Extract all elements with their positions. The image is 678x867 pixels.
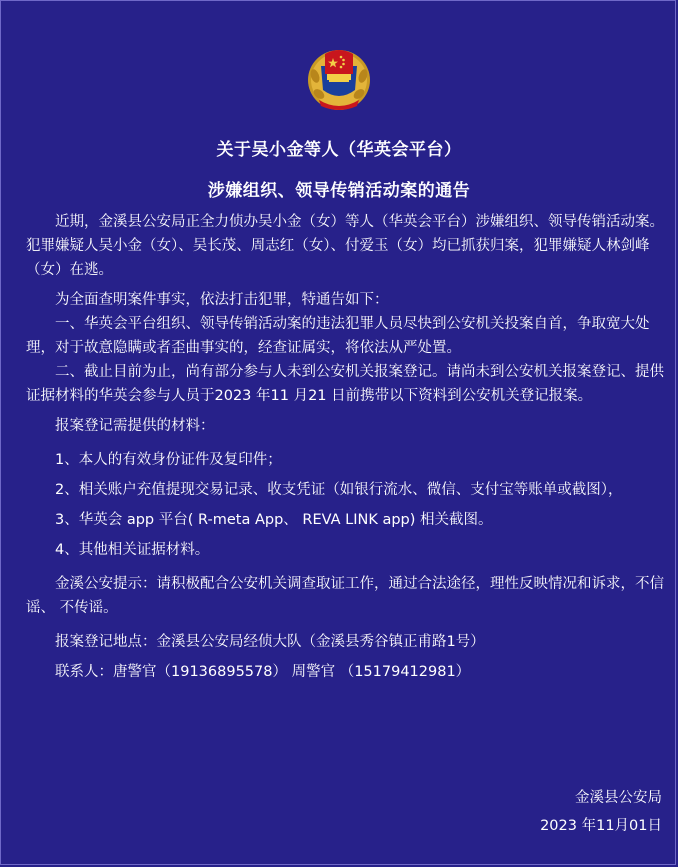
notice-date: 2023 年11月01日 (540, 818, 662, 834)
notice-title-line2: 涉嫌组织、领导传销活动案的通告 (207, 181, 471, 201)
paragraph-contact: 联系人：唐警官（19136895578） 周警官 （15179412981） (55, 664, 471, 680)
notice-body (26, 210, 664, 684)
paragraph-location: 报案登记地点：金溪县公安局经侦大队（金溪县秀谷镇正甫路1号） (55, 634, 485, 650)
material-item-1: 1、本人的有效身份证件及复印件； (55, 452, 282, 468)
paragraph-materials-heading: 报案登记需提供的材料： (55, 418, 215, 434)
notice-title-line1: 关于吴小金等人（华英会平台） (216, 140, 462, 160)
paragraph-item-2: 二、截止目前为止，尚有部分参与人未到公安机关报案登记。请尚未到公安机关报案登记、提供证据材料的华英会参与人员于2023 年11 月21 日前携带以下资料到公安机关登记报案。 (26, 364, 664, 404)
signature: 金溪县公安局 (575, 790, 662, 806)
material-item-3: 3、华英会 app 平台( R-meta App、 REVA LINK app) 相关截图。 (55, 512, 493, 528)
paragraph-announce: 为全面查明案件事实，依法打击犯罪，特通告如下： (55, 292, 389, 308)
paragraph-intro: 近期，金溪县公安局正全力侦办吴小金（女）等人（华英会平台）涉嫌组织、领导传销活动案。犯罪嫌疑人吴小金（女）、吴长茂、周志红（女）、付爱玉（女）均已抓获归案，犯罪嫌疑人林剑峰（女）在逃。 (26, 214, 664, 278)
police-emblem-icon (305, 40, 373, 112)
material-item-4: 4、其他相关证据材料。 (55, 542, 210, 558)
material-item-2: 2、相关账户充值提现交易记录、收支凭证（如银行流水、微信、支付宝等账单或截图）， (55, 482, 623, 498)
paragraph-tip: 金溪公安提示：请积极配合公安机关调查取证工作，通过合法途径，理性反映情况和诉求，不信谣、 不传谣。 (26, 576, 664, 616)
paragraph-item-1: 一、华英会平台组织、领导传销活动案的违法犯罪人员尽快到公安机关投案自首，争取宽大处理，对于故意隐瞒或者歪曲事实的，经查证属实，将依法从严处置。 (26, 316, 650, 356)
